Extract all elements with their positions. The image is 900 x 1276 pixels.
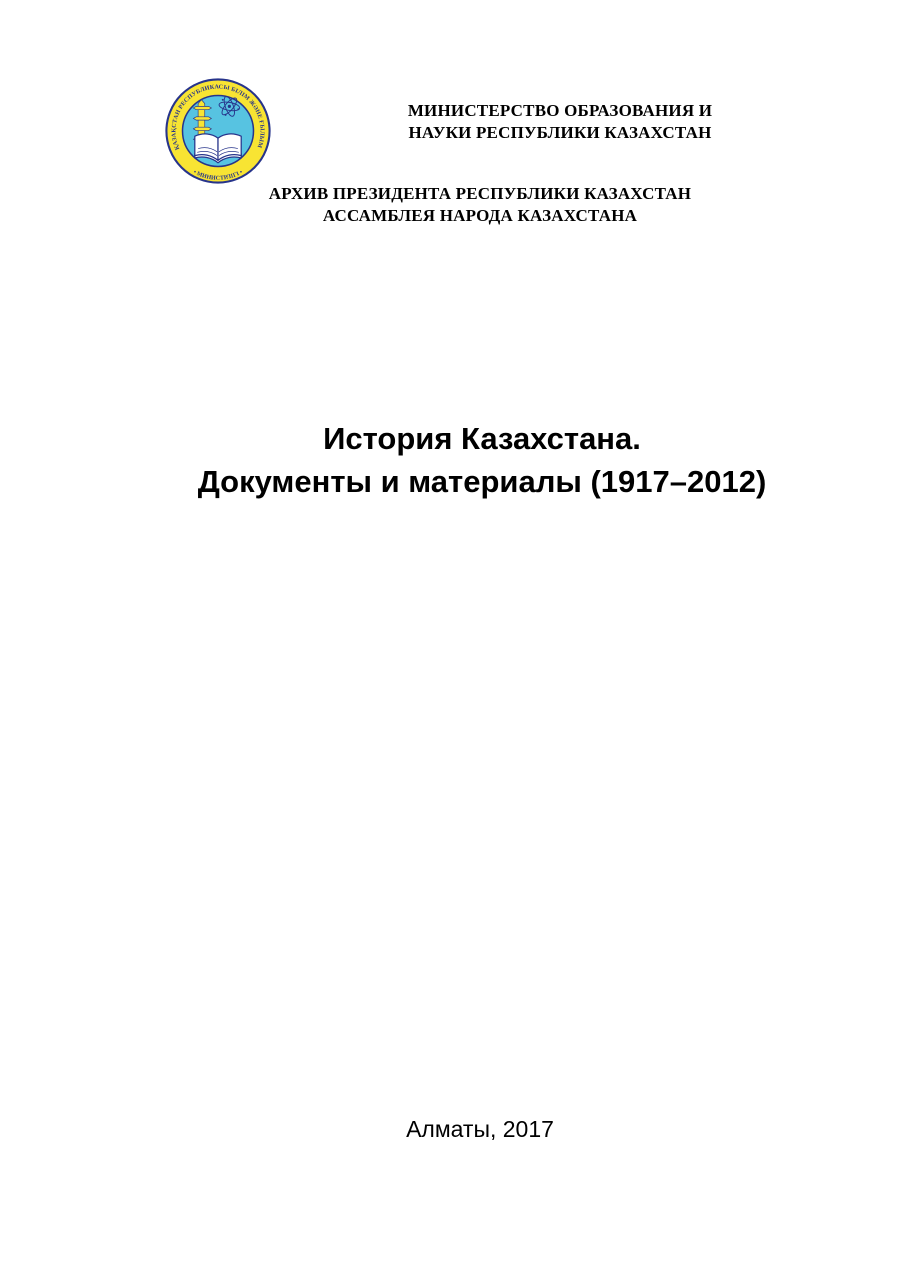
organizations — [100, 183, 860, 227]
organizations-line1: АРХИВ ПРЕЗИДЕНТА РЕСПУБЛИКИ КАЗАХСТАН — [268, 184, 692, 203]
organizations-line2: АССАМБЛЕЯ НАРОДА КАЗАХСТАНА — [322, 206, 638, 225]
imprint: Алматы, 2017 — [406, 1116, 554, 1142]
ministry-emblem-logo — [165, 78, 271, 184]
book-title-line1: История Казахстана. — [323, 421, 641, 456]
emblem-ring-text-bottom: • МИНИСТРЛІГІ • — [192, 169, 244, 182]
ministry-name — [368, 100, 752, 144]
book-title — [102, 417, 862, 503]
ministry-line1: МИНИСТЕРСТВО ОБРАЗОВАНИЯ И — [407, 101, 713, 120]
ministry-line2: НАУКИ РЕСПУБЛИКИ КАЗАХСТАН — [408, 123, 712, 142]
book-title-line2: Документы и материалы (1917–2012) — [197, 464, 767, 499]
emblem-svg — [165, 78, 271, 184]
emblem-ring-text-top: ҚАЗАҚСТАН РЕСПУБЛИКАСЫ БІЛІМ ЖӘНЕ ҒЫЛЫМ — [171, 84, 265, 151]
